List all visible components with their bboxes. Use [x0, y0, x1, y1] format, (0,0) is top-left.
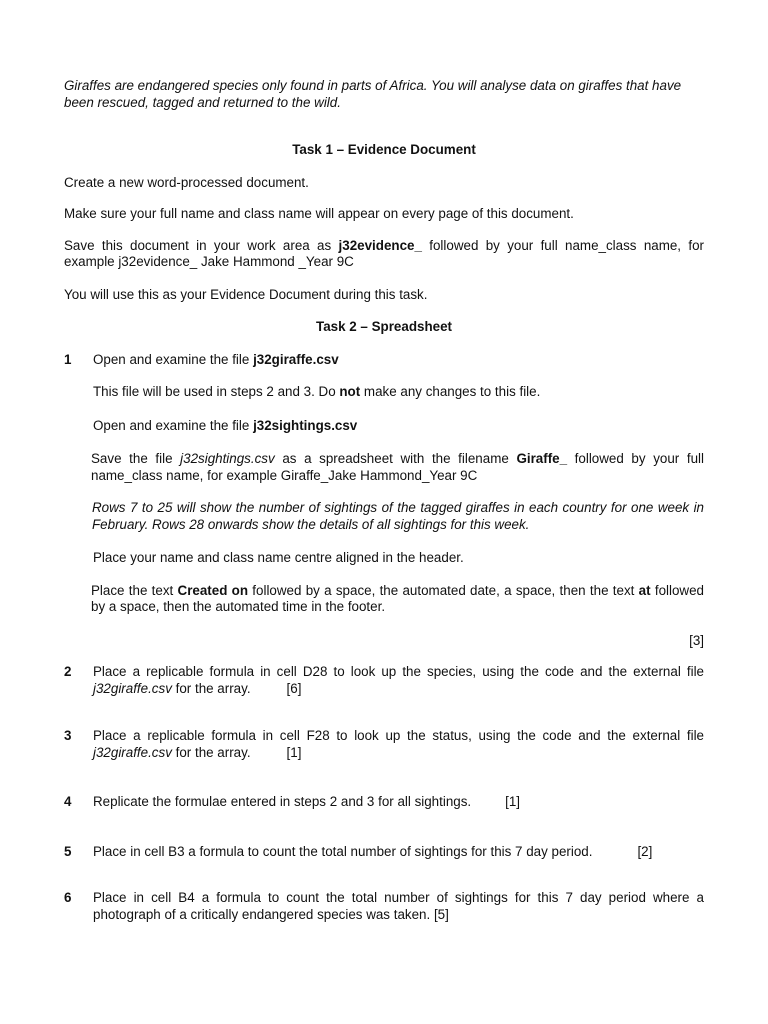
task2-heading: Task 2 – Spreadsheet	[316, 319, 452, 334]
step-4-text: Replicate the formulae entered in steps 2 and 3 for all sightings. [1]	[93, 794, 521, 809]
task1-paragraph-2: Make sure your full name and class name will appear on every page of this document.	[64, 206, 574, 221]
step-1-line-4: Save the file j32sightings.csv as a spreadsheet with the filename Giraffe_ followed by your full name_class name, for example Giraffe_Jake Hammond_Year 9C	[91, 451, 705, 483]
step-4-mark: [1]	[505, 794, 521, 809]
task1-paragraph-1: Create a new word-processed document.	[64, 174, 309, 190]
step-2	[64, 664, 704, 697]
step-number: 4	[64, 794, 72, 809]
step-1	[64, 352, 704, 650]
step-3-text: Place a replicable formula in cell F28 to look up the status, using the code and the external file j32giraffe.csv for the array. [1]	[93, 728, 704, 760]
step-2-text: Place a replicable formula in cell D28 to look up the species, using the code and the external file j32giraffe.csv for the array. [6]	[93, 664, 704, 696]
step-2-mark: [6]	[286, 680, 302, 696]
step-4	[64, 794, 704, 811]
step-number: 1	[64, 351, 72, 367]
step-number: 2	[64, 664, 72, 679]
step-3-mark: [1]	[286, 744, 302, 760]
step-6	[64, 890, 704, 923]
evidence-filename: j32evidence_	[338, 237, 422, 253]
step-1-line-7: Place the text Created on followed by a space, the automated date, a space, then the text at followed by a space, then the automated time in the footer.	[91, 582, 704, 614]
step-1-mark: [3]	[689, 632, 704, 648]
task1-paragraph-4: You will use this as your Evidence Document during this task.	[64, 286, 428, 302]
step-1-line-5: Rows 7 to 25 will show the number of sightings of the tagged giraffes in each country for one week in February. Rows 28 onwards show the details of all sightings for this week.	[92, 500, 704, 532]
sightings-filename: j32sightings.csv	[253, 417, 358, 433]
task1-paragraph-3: Save this document in your work area as j32evidence_ followed by your full name_class name, for example j32evidence_ Jake Hammond _Year 9C	[64, 237, 704, 269]
step-1-line-3: Open and examine the file j32sightings.csv	[93, 417, 358, 433]
step-3	[64, 728, 704, 761]
step-6-mark: [5]	[433, 906, 449, 922]
step-5-mark: [2]	[637, 843, 653, 859]
step-1-line-1: Open and examine the file j32giraffe.csv	[93, 351, 339, 367]
giraffe-filename: j32giraffe.csv	[253, 351, 339, 367]
intro-paragraph: Giraffes are endangered species only found in parts of Africa. You will analyse data on giraffes that have been rescued, tagged and returned to the wild.	[64, 78, 682, 110]
task1-heading: Task 1 – Evidence Document	[292, 142, 476, 157]
step-5-text: Place in cell B3 a formula to count the total number of sightings for this 7 day period. [2]	[93, 843, 653, 859]
step-1-line-6: Place your name and class name centre aligned in the header.	[93, 550, 464, 565]
step-number: 5	[64, 843, 72, 859]
step-number: 3	[64, 728, 72, 743]
document-page	[64, 78, 704, 923]
step-5	[64, 844, 704, 861]
step-6-text: Place in cell B4 a formula to count the total number of sightings for this 7 day period where a photograph of a critically endangered species was taken. [5]	[93, 890, 704, 922]
step-number: 6	[64, 890, 72, 905]
step-1-line-2: This file will be used in steps 2 and 3. Do not make any changes to this file.	[93, 384, 541, 399]
